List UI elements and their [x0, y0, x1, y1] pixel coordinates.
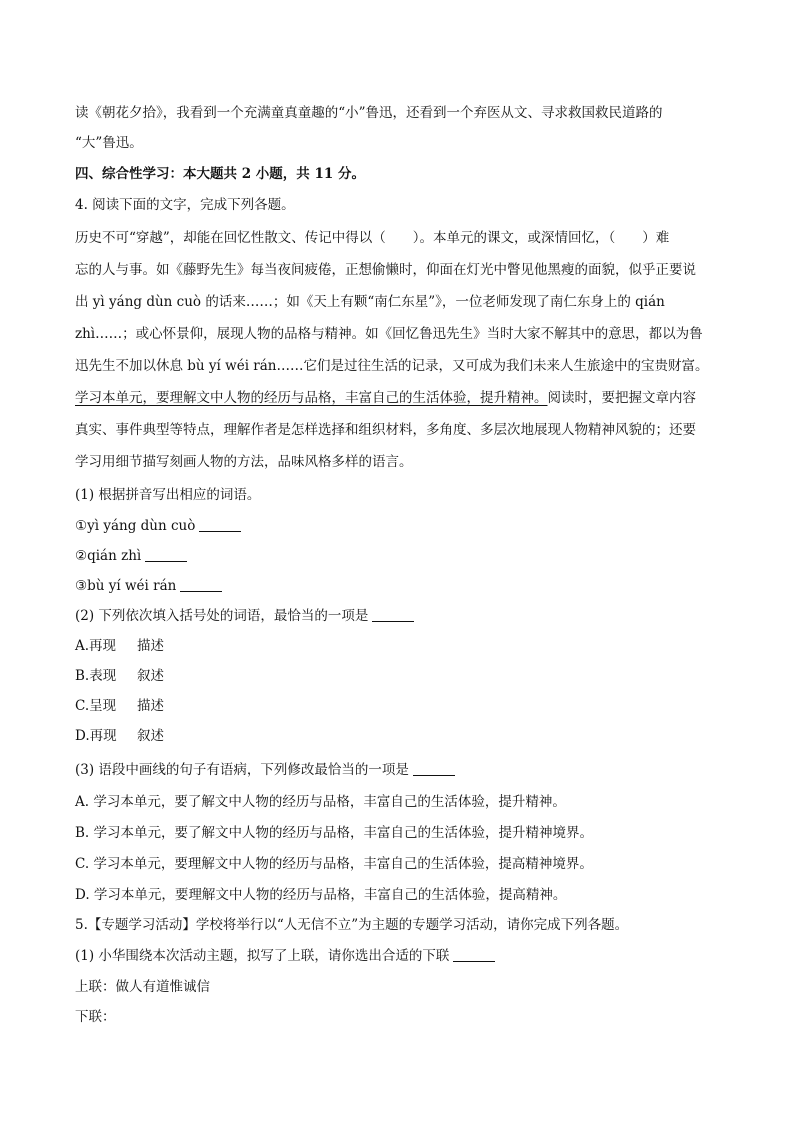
option-a-word1: A.再现 — [75, 638, 117, 654]
subquestion-1 — [75, 946, 495, 966]
paragraph-line: 读《朝花夕拾》，我看到一个充满童真童趣的“小”鲁迅，还看到一个弃医从文、寻求救国救民道路的 — [75, 105, 663, 121]
section-heading: 四、综合性学习：本大题共 2 小题，共 11 分。 — [75, 166, 365, 182]
option-row — [75, 636, 164, 656]
option-c-word1: C.呈现 — [75, 698, 117, 714]
subquestion-1: (1) 根据拼音写出相应的词语。 — [75, 487, 261, 503]
passage-line — [75, 388, 696, 408]
answer-blank[interactable] — [413, 761, 455, 776]
option-row — [75, 666, 164, 686]
option-d-word1: D.再现 — [75, 728, 117, 744]
option-b: B. 学习本单元，要了解文中人物的经历与品格，丰富自己的生活体验，提升精神境界。 — [75, 825, 594, 841]
option-row — [75, 726, 164, 746]
pinyin-text: ①yì yáng dùn cuò — [75, 518, 196, 534]
question-text: (2) 下列依次填入括号处的词语，最恰当的一项是 — [75, 608, 369, 624]
option-a-word2: 描述 — [137, 638, 164, 654]
subquestion-3 — [75, 760, 455, 780]
subquestion-2 — [75, 606, 414, 626]
question-text: (1) 小华围绕本次活动主题，拟写了上联，请你选出合适的下联 — [75, 948, 450, 964]
option-c: C. 学习本单元，要理解文中人物的经历与品格，丰富自己的生活体验，提高精神境界。 — [75, 856, 593, 872]
couplet-upper: 上联：做人有道惟诚信 — [75, 979, 210, 995]
option-d-word2: 叙述 — [137, 728, 164, 744]
question-title: 5.【专题学习活动】学校将举行以“人无信不立”为主题的专题学习活动，请你完成下列各题。 — [75, 917, 629, 933]
passage-line: zhì……；或心怀景仰，展现人物的品格与精神。如《回忆鲁迅先生》当时大家不解其中的意思，都以为鲁 — [75, 326, 703, 342]
couplet-lower: 下联： — [75, 1009, 116, 1025]
option-a: A. 学习本单元，要了解文中人物的经历与品格，丰富自己的生活体验，提升精神。 — [75, 794, 566, 810]
question-title: 4. 阅读下面的文字，完成下列各题。 — [75, 197, 295, 213]
paragraph-line: “大”鲁迅。 — [75, 135, 143, 151]
underlined-sentence: 学习本单元，要理解文中人物的经历与品格，丰富自己的生活体验，提升精神。 — [75, 390, 548, 406]
passage-line: 出 yì yáng dùn cuò 的话来……；如《天上有颗“南仁东星”》，一位老师发现了南仁东身上的 qián — [75, 294, 665, 310]
option-c-word2: 描述 — [137, 698, 164, 714]
answer-blank[interactable] — [453, 947, 495, 962]
passage-line: 学习用细节描写刻画人物的方法，品味风格多样的语言。 — [75, 454, 413, 470]
question-text: (3) 语段中画线的句子有语病，下列修改最恰当的一项是 — [75, 762, 409, 778]
pinyin-item — [75, 546, 187, 566]
passage-line: 历史不可“穿越”，却能在回忆性散文、传记中得以（ ）。本单元的课文，或深情回忆，（ ）难 — [75, 230, 670, 246]
passage-line: 真实、事件典型等特点，理解作者是怎样选择和组织材料，多角度、多层次地展现人物精神风貌的；还要 — [75, 422, 696, 438]
passage-line: 忘的人与事。如《藤野先生》每当夜间疲倦，正想偷懒时，仰面在灯光中瞥见他黑瘦的面貌，似乎正要说 — [75, 262, 696, 278]
option-b-word2: 叙述 — [137, 668, 164, 684]
passage-line: 迅先生不加以休息 bù yí wéi rán……它们是过往生活的记录，又可成为我们未来人生旅途中的宝贵财富。 — [75, 358, 709, 374]
answer-blank[interactable] — [145, 547, 187, 562]
answer-blank[interactable] — [180, 577, 222, 592]
option-b-word1: B.表现 — [75, 668, 117, 684]
answer-blank[interactable] — [199, 517, 241, 532]
option-d: D. 学习本单元，要理解文中人物的经历与品格，丰富自己的生活体验，提高精神。 — [75, 887, 567, 903]
pinyin-text: ③bù yí wéi rán — [75, 578, 177, 594]
pinyin-text: ②qián zhì — [75, 548, 142, 564]
pinyin-item — [75, 516, 241, 536]
answer-blank[interactable] — [372, 607, 414, 622]
pinyin-item — [75, 576, 222, 596]
option-row — [75, 696, 164, 716]
passage-text: 阅读时，要把握文章内容 — [547, 390, 696, 406]
